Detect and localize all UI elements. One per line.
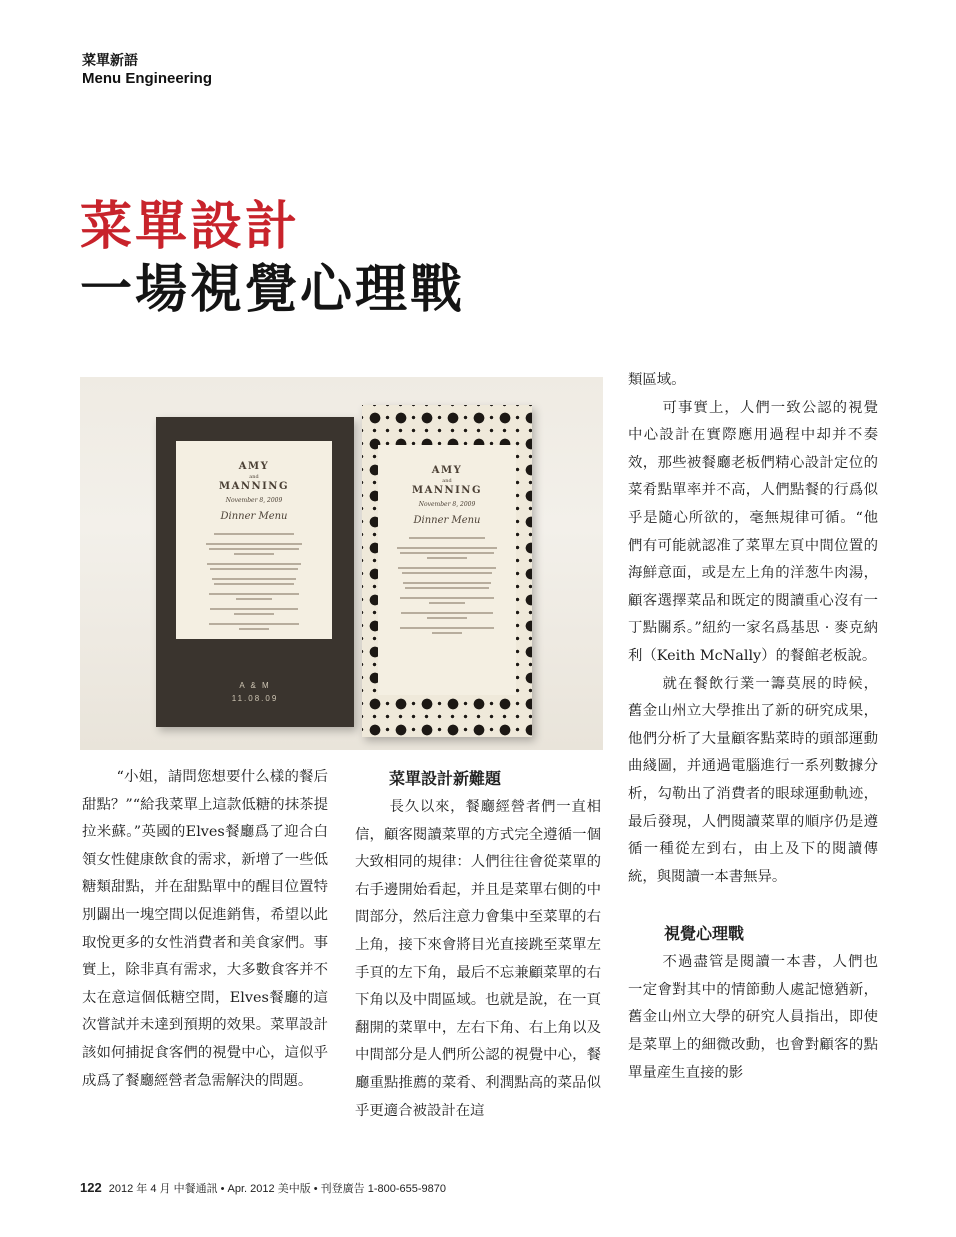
subheading-visual-psychology: 視覺心理戰 xyxy=(664,924,745,944)
col3-paragraph-4: 不過盡管是閱讀一本書，人們也一定會對其中的情節動人處記憶猶新，舊金山州立大學的研究人員指出，即使是菜單上的細微改動，也會對顧客的點單量産生直接的影 xyxy=(628,954,878,1081)
right-menu-card-paper xyxy=(378,445,516,695)
article-title-line2: 一場視覺心理戰 xyxy=(80,259,466,320)
col2-paragraph-1: 長久以來，餐廳經營者們一直相信，顧客閱讀菜單的方式完全遵循一個大致相同的規律：人們往往會從菜單的右手邊開始看起，并且是菜單右側的中間部分，然后注意力會集中至菜單的右上角，接下來會將目光直接跳至菜單左手頁的左下角，最后不忘兼顧菜單的右下角以及中間區域。也就是說，在一頁翻開的菜單中，左右下角、右上角以及中間部分是人們所公認的視覺中心，餐廳重點推薦的菜肴、利潤點高的菜品似乎更適合被設計在這 xyxy=(355,799,601,1119)
right-card-heading: Dinner Menu xyxy=(413,515,481,526)
article-title-line1: 菜單設計 xyxy=(80,196,301,257)
left-card-monogram-date: 11.08.09 xyxy=(231,694,279,703)
article-column-3 xyxy=(628,367,878,1087)
right-menu-card xyxy=(362,405,532,737)
left-card-menu-lines xyxy=(176,533,332,630)
left-card-name1: AMY xyxy=(238,461,270,472)
right-card-name2: MANNING xyxy=(412,485,482,496)
left-menu-card xyxy=(156,417,354,727)
page-number: 122 xyxy=(80,1180,102,1195)
col3-paragraph-3: 就在餐飲行業一籌莫展的時候，舊金山州立大學推出了新的研究成果，他們分析了大量顧客點菜時的頭部運動曲綫圖，并通過電腦進行一系列數據分析，勾勒出了消費者的眼球運動軌迹，最后發現，人們閱讀菜單的順序仍是遵循一種從左到右，由上及下的閱讀傳統，與閱讀一本書無异。 xyxy=(628,675,878,885)
col1-paragraph-1: “小姐，請問您想要什么樣的餐后甜點？”“給我菜單上這款低糖的抹茶提拉米蘇。”英國的Elves餐廳爲了迎合白領女性健康飲食的需求，新增了一些低糖類甜點，并在甜點單中的醒目位置特別闢出一塊空間以促進銷售，希望以此取悅更多的女性消費者和美食家們。事實上，除非真有需求，大多數食客并不太在意這個低糖空間，Elves餐廳的這次嘗試并未達到預期的效果。菜單設計該如何捕捉食客們的視覺中心，這似乎成爲了餐廳經營者急需解決的問題。 xyxy=(82,769,328,1089)
right-card-menu-lines xyxy=(378,537,516,634)
col3-paragraph-2: 可事實上，人們一致公認的視覺中心設計在實際應用過程中却并不奏效，那些被餐廳老板們精心設計定位的菜肴點單率并不高，人們點餐的行爲似乎是隨心所欲的，毫無規律可循。“他們有可能就認准了菜單左頁中間位置的海鮮意面，或是左上角的洋葱牛肉湯，顧客選擇菜品和既定的閱讀重心沒有一丁點關系。”紐約一家名爲基思 · 麥克納利（Keith McNally）的餐館老板說。 xyxy=(628,399,878,664)
left-card-monogram xyxy=(156,679,354,705)
menu-cards-photo xyxy=(80,377,603,750)
left-card-date: November 8, 2009 xyxy=(225,497,283,504)
col3-continuation: 類區域。 xyxy=(628,372,686,388)
left-card-and: and xyxy=(249,474,259,480)
footer-publication-info: 2012 年 4 月 中餐通訊 • Apr. 2012 美中版 • 刊登廣告 1-800-655-9870 xyxy=(108,1183,446,1195)
article-column-1 xyxy=(82,764,328,1095)
right-card-name1: AMY xyxy=(431,465,463,476)
left-card-monogram-initials: A & M xyxy=(239,681,271,690)
section-label-zh: 菜單新語 xyxy=(82,53,138,69)
section-label-en: Menu Engineering xyxy=(82,70,213,87)
page-footer xyxy=(80,1180,446,1196)
subheading-menu-design-problem: 菜單設計新難題 xyxy=(389,769,502,788)
right-card-and: and xyxy=(442,478,452,484)
left-card-name2: MANNING xyxy=(219,481,289,492)
right-card-date: November 8, 2009 xyxy=(418,501,476,508)
left-card-heading: Dinner Menu xyxy=(220,511,288,522)
left-menu-card-paper xyxy=(176,441,332,639)
article-column-2 xyxy=(355,764,601,1125)
